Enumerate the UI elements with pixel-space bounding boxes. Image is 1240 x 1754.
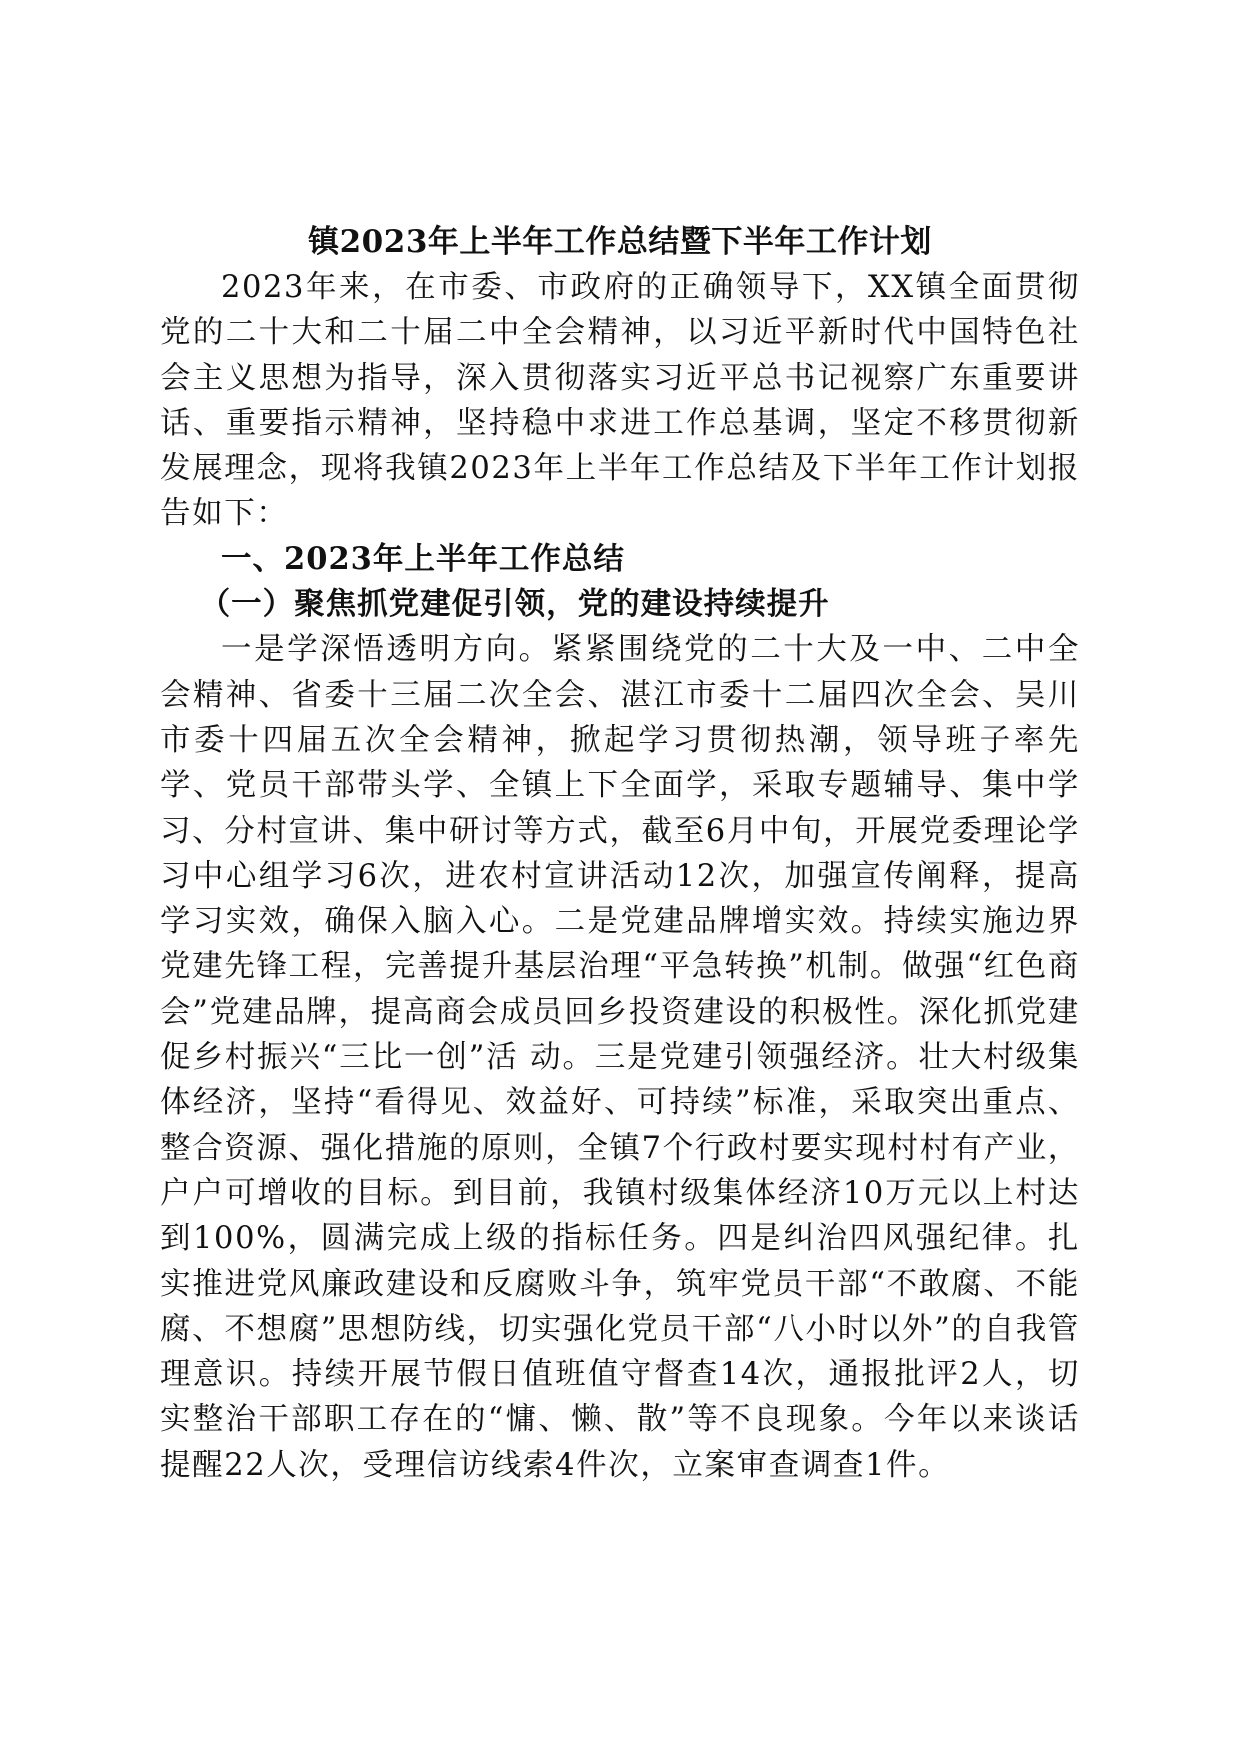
- document-title: 镇2023年上半年工作总结暨下半年工作计划: [308, 224, 932, 260]
- intro-paragraph: 2023年来，在市委、市政府的正确领导下，XX镇全面贯彻党的二十大和二十届二中全会精神，以习近平新时代中国特色社会主义思想为指导，深入贯彻落实习近平总书记视察广东重要讲话、重要指示精神，坚持稳中求进工作总基调，坚定不移贯彻新发展理念，现将我镇2023年上半年工作总结及下半年工作计划报告如下：: [160, 270, 1080, 532]
- body-paragraph: 一是学深悟透明方向。紧紧围绕党的二十大及一中、二中全会精神、省委十三届二次全会、湛江市委十二届四次全会、吴川市委十四届五次全会精神，掀起学习贯彻热潮，领导班子率先学、党员干部带头学、全镇上下全面学，采取专题辅导、集中学习、分村宣讲、集中研讨等方式，截至6月中旬，开展党委理论学习中心组学习6次，进农村宣讲活动12次，加强宣传阐释，提高学习实效，确保入脑入心。二是党建品牌增实效。持续实施边界党建先锋工程，完善提升基层治理“平急转换”机制。做强“红色商会”党建品牌，提高商会成员回乡投资建设的积极性。深化抓党建促乡村振兴“三比一创”活 动。三是党建引领强经济。壮大村级集体经济，坚持“看得见、效益好、可持续”标准，采取突出重点、整合资源、强化措施的原则，全镇7个行政村要实现村村有产业，户户可增收的目标。到目前，我镇村级集体经济10万元以上村达到100%，圆满完成上级的指标任务。四是纠治四风强纪律。扎实推进党风廉政建设和反腐败斗争，筑牢党员干部“不敢腐、不能腐、不想腐”思想防线，切实强化党员干部“八小时以外”的自我管理意识。持续开展节假日值班值守督查14次，通报批评2人，切实整治干部职工存在的“慵、懒、散”等不良现象。今年以来谈话提醒22人次，受理信访线索4件次，立案审查调查1件。: [160, 632, 1080, 1483]
- section-heading: 一、2023年上半年工作总结: [221, 540, 625, 577]
- subsection-heading: （一）聚焦抓党建促引领，党的建设持续提升: [199, 586, 830, 623]
- document-body: [160, 220, 1080, 1488]
